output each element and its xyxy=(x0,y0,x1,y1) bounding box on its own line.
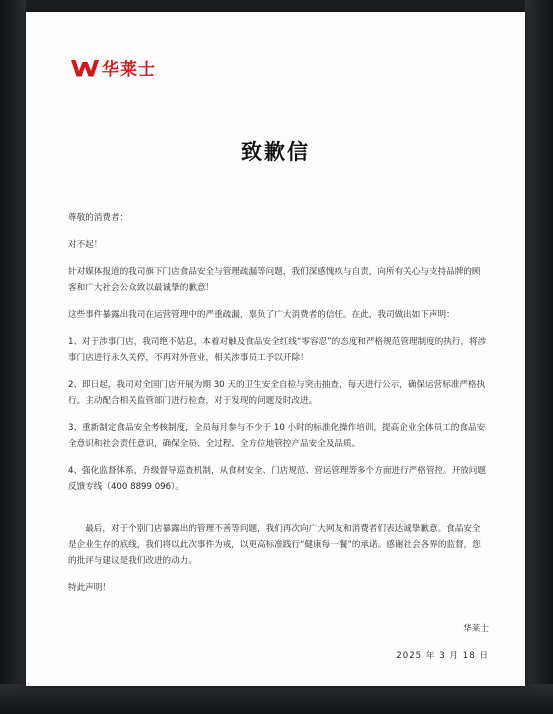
paragraph-statement-intro: 这些事件暴露出我司在运营管理中的严重疏漏，辜负了广大消费者的信任。在此，我司做出如下声明： xyxy=(68,310,455,320)
letter-body xyxy=(68,210,488,596)
paragraph-point-2: 2、即日起，我司对全国门店开展为期 30 天的卫生安全自检与突击抽查，每天进行公示，确保运营标准严格执行。主动配合相关监管部门进行检查，对于发现的问题及时改进。 xyxy=(68,380,486,406)
opening-line: 对不起！ xyxy=(68,240,103,250)
brand-name: 华莱士 xyxy=(102,60,156,80)
paragraph-point-4: 4、强化监督体系，升级督导巡查机制，从食材安全、门店规范、营运管理等多个方面进行严格管控。开放问题反馈专线（400 8899 096）。 xyxy=(68,466,486,492)
background-left-edge xyxy=(0,0,26,714)
background-bottom-edge xyxy=(0,684,553,714)
paragraph-apology: 针对媒体报道的我司旗下门店食品安全与管理疏漏等问题，我们深感愧疚与自责，向所有关心与支持品牌的顾客和广大社会公众致以最诚挚的歉意！ xyxy=(68,267,481,293)
closing-line: 特此声明！ xyxy=(68,583,111,593)
brand-logo xyxy=(70,55,156,80)
paragraph-point-3: 3、重新制定食品安全考核制度，全员每月参与不少于 10 小时的标准化操作培训，提高企业全体员工的食品安全意识和社会责任意识，确保全员、全过程、全方位地管控产品安全及品质。 xyxy=(68,423,486,449)
w-logo-icon xyxy=(70,58,100,78)
background-right-edge xyxy=(525,0,553,714)
paragraph-conclusion: 最后，对于个别门店暴露出的管理不善等问题，我们再次向广大网友和消费者们表达诚挚歉意。食品安全是企业生存的底线，我们将以此次事件为戒，以更高标准践行“健康每一餐”的承诺。感谢社会各界的监督，您的批评与建议是我们改进的动力。 xyxy=(68,524,481,566)
signature: 华莱士 xyxy=(463,624,489,634)
letter-title: 致歉信 xyxy=(241,140,310,164)
salutation: 尊敬的消费者： xyxy=(68,213,129,223)
letter-paper xyxy=(26,12,525,686)
letter-date: 2025 年 3 月 18 日 xyxy=(396,651,489,661)
paragraph-point-1: 1、对于涉事门店，我司绝不姑息，本着对触及食品安全红线“零容忍”的态度和严格规范管理制度的执行，将涉事门店进行永久关停，不再对外营业，相关涉事员工予以开除！ xyxy=(68,337,487,363)
